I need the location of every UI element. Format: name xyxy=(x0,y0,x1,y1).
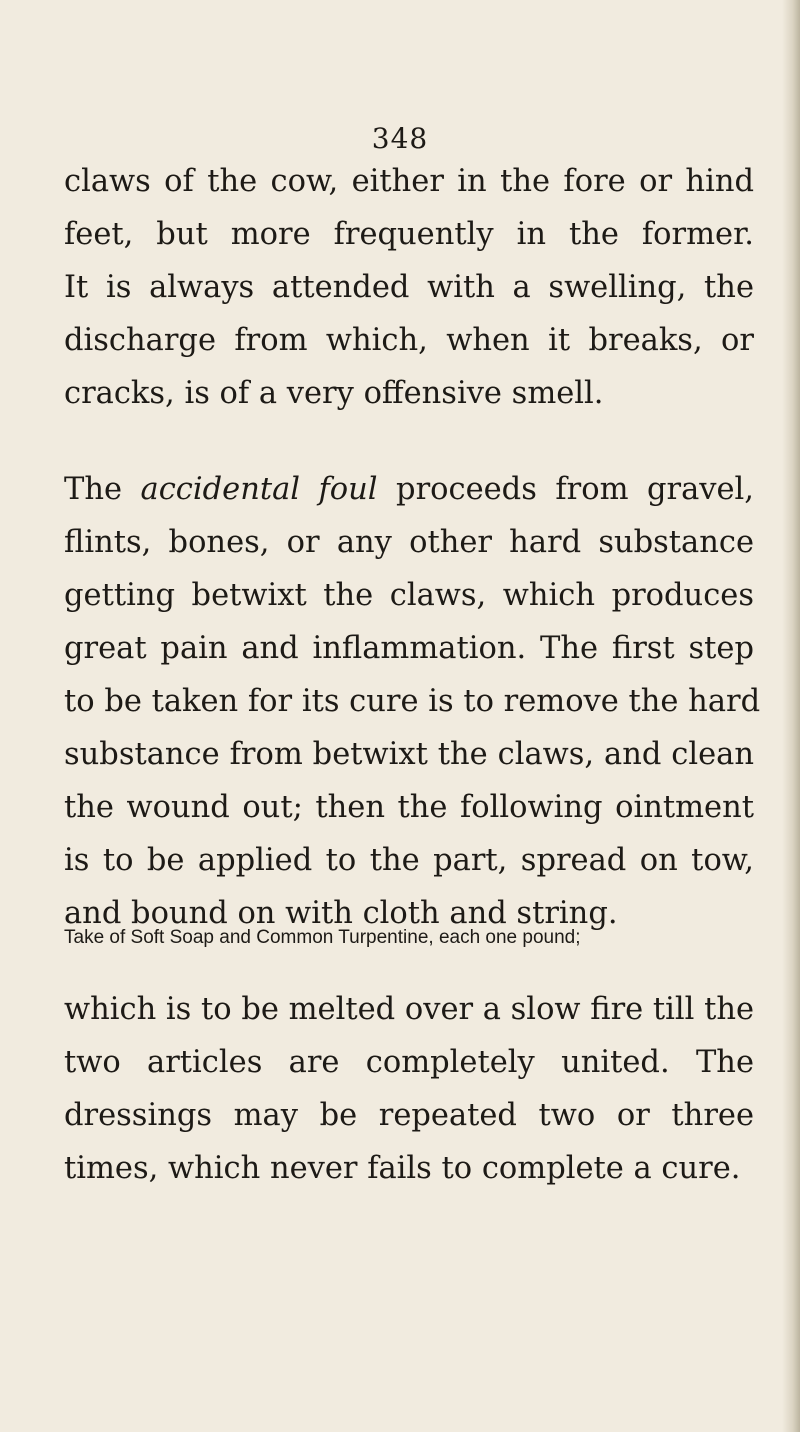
text-line: It is always attended with a swelling, the xyxy=(64,270,754,305)
paragraph-accidental-foul xyxy=(64,463,761,940)
text-line: feet, but more frequently in the former. xyxy=(64,217,754,252)
text-line: the wound out; then the following ointment xyxy=(64,790,754,825)
paragraph-claws xyxy=(64,155,754,420)
text-line: flints, bones, or any other hard substance xyxy=(64,525,754,560)
text-line: times, which never fails to complete a cure. xyxy=(64,1151,741,1186)
text-line: and bound on with cloth and string. xyxy=(64,896,618,931)
text-line: substance from betwixt the claws, and clean xyxy=(64,737,754,772)
text-line: which is to be melted over a slow fire till the xyxy=(64,992,755,1027)
text-line: cracks, is of a very offensive smell. xyxy=(64,376,604,411)
text-line: dressings may be repeated two or three xyxy=(64,1098,754,1133)
page-edge-shadow xyxy=(782,0,800,1432)
text-line: two articles are completely united. The xyxy=(64,1045,754,1080)
text-line: claws of the cow, either in the fore or hind xyxy=(64,164,754,199)
text-segment: The xyxy=(64,472,141,507)
recipe-line: Take of Soft Soap and Common Turpentine, each one pound; xyxy=(64,927,581,948)
text-line: getting betwixt the claws, which produces xyxy=(64,578,754,613)
italic-term: accidental foul xyxy=(140,472,378,507)
page-number: 348 xyxy=(371,122,429,155)
text-line: great pain and inflammation. The first step xyxy=(64,631,754,666)
text-line: is to be applied to the part, spread on tow, xyxy=(64,843,754,878)
text-line: to be taken for its cure is to remove the hard xyxy=(64,684,761,719)
text-segment: proceeds from gravel, xyxy=(377,472,754,507)
text-line: discharge from which, when it breaks, or xyxy=(64,323,754,358)
text-line xyxy=(64,463,754,516)
paragraph-melting xyxy=(64,983,754,1195)
